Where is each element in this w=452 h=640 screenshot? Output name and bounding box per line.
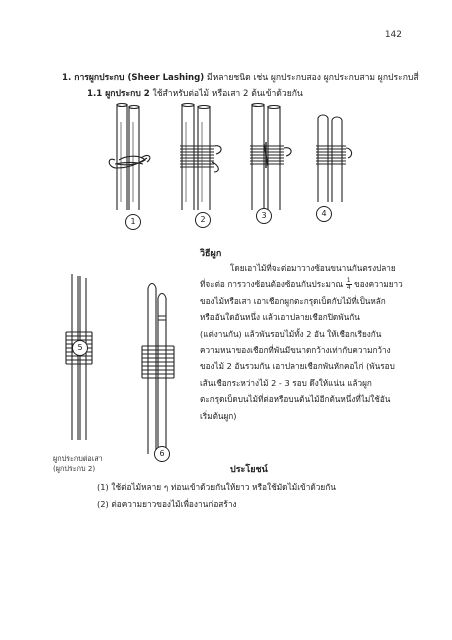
figure-2-illustration — [172, 102, 226, 212]
method-line-2-after: ของความยาว — [354, 279, 403, 290]
figure-caption — [53, 454, 103, 474]
benefit-item: (1) ใช้ต่อไม้หลาย ๆ ท่อนเข้าด้วยกันให้ยาว หรือใช้มัดไม้เข้าด้วยกัน — [97, 482, 336, 492]
figure-4-number: 4 — [316, 206, 332, 222]
figure-caption-line-1: ผูกประกบต่อเสา — [53, 454, 103, 463]
figure-5-illustration — [58, 272, 98, 442]
fraction-denominator: 4 — [346, 284, 351, 292]
subsection-heading-text: ใช้สำหรับต่อไม้ หรือเสา 2 ต้นเข้าด้วยกัน — [149, 89, 303, 99]
figure-1-number: 1 — [125, 214, 141, 230]
method-line: ตะกรุดเบ็ดบนไม้ที่ต่อหรือบนต้นไม้อีกต้นหนึ่งที่ไม่ใช้อัน — [200, 394, 391, 405]
method-line: หรืออันใดอันหนึ่ง แล้วเอาปลายเชือกปิดพันกัน — [200, 312, 360, 323]
figure-3-illustration — [242, 102, 296, 212]
section-heading-label: 1. การผูกประกบ (Sheer Lashing) — [62, 73, 205, 83]
method-line: เส้นเชือกระหว่างไม้ 2 - 3 รอบ ดึงให้แน่น แล้วผูก — [200, 377, 372, 388]
page-number: 142 — [384, 30, 402, 40]
benefits-title: ประโยชน์ — [230, 465, 268, 475]
method-line-1: โดยเอาไม้ที่จะต่อมาวางซ้อนขนานกันตรงปลาย — [230, 263, 396, 273]
method-line: ของไม้ 2 อันรวมกัน เอาปลายเชือกพันหักคอไก่ (พันรอบ — [200, 361, 395, 372]
figure-6-number: 6 — [154, 446, 170, 462]
method-line-2-before: ที่จะต่อ การวางซ้อนต้องซ้อนกันประมาณ — [200, 279, 344, 290]
figure-6-illustration — [132, 276, 186, 456]
method-line: ของไม้หรือเสา เอาเชือกผูกตะกรุดเบ็ดกับไม้ที่เป็นหลัก — [200, 295, 386, 306]
section-heading — [62, 70, 419, 84]
subsection-heading — [87, 86, 303, 100]
method-line-2 — [200, 276, 403, 292]
figure-3-number: 3 — [256, 208, 272, 224]
figure-4-illustration — [306, 114, 356, 204]
method-paragraph — [200, 260, 403, 424]
figure-caption-line-2: (ผูกประกบ 2) — [53, 464, 96, 473]
fraction-numerator: 1 — [346, 277, 351, 285]
benefit-item: (2) ต่อความยาวของไม้เพื่องานก่อสร้าง — [97, 499, 237, 509]
method-title: วิธีผูก — [200, 249, 222, 259]
section-heading-text: มีหลายชนิด เช่น ผูกประกบสอง ผูกประกบสาม ผูกประกบสี่ — [204, 73, 419, 83]
figure-2-number: 2 — [195, 212, 211, 228]
method-line: เริ่มต้นผูก) — [200, 410, 237, 421]
quarter-fraction — [346, 278, 352, 291]
figure-5-number: 5 — [72, 340, 88, 356]
method-line: (แต่งานกัน) แล้วพันรอบไม้ทั้ง 2 อัน ให้เชือกเรียงกัน — [200, 328, 382, 339]
figure-1-illustration — [105, 102, 155, 212]
subsection-heading-label: 1.1 ผูกประกบ 2 — [87, 89, 150, 99]
method-line: ความหนาของเชือกที่พันมีขนาดกว้างเท่ากับความกว้าง — [200, 345, 391, 356]
